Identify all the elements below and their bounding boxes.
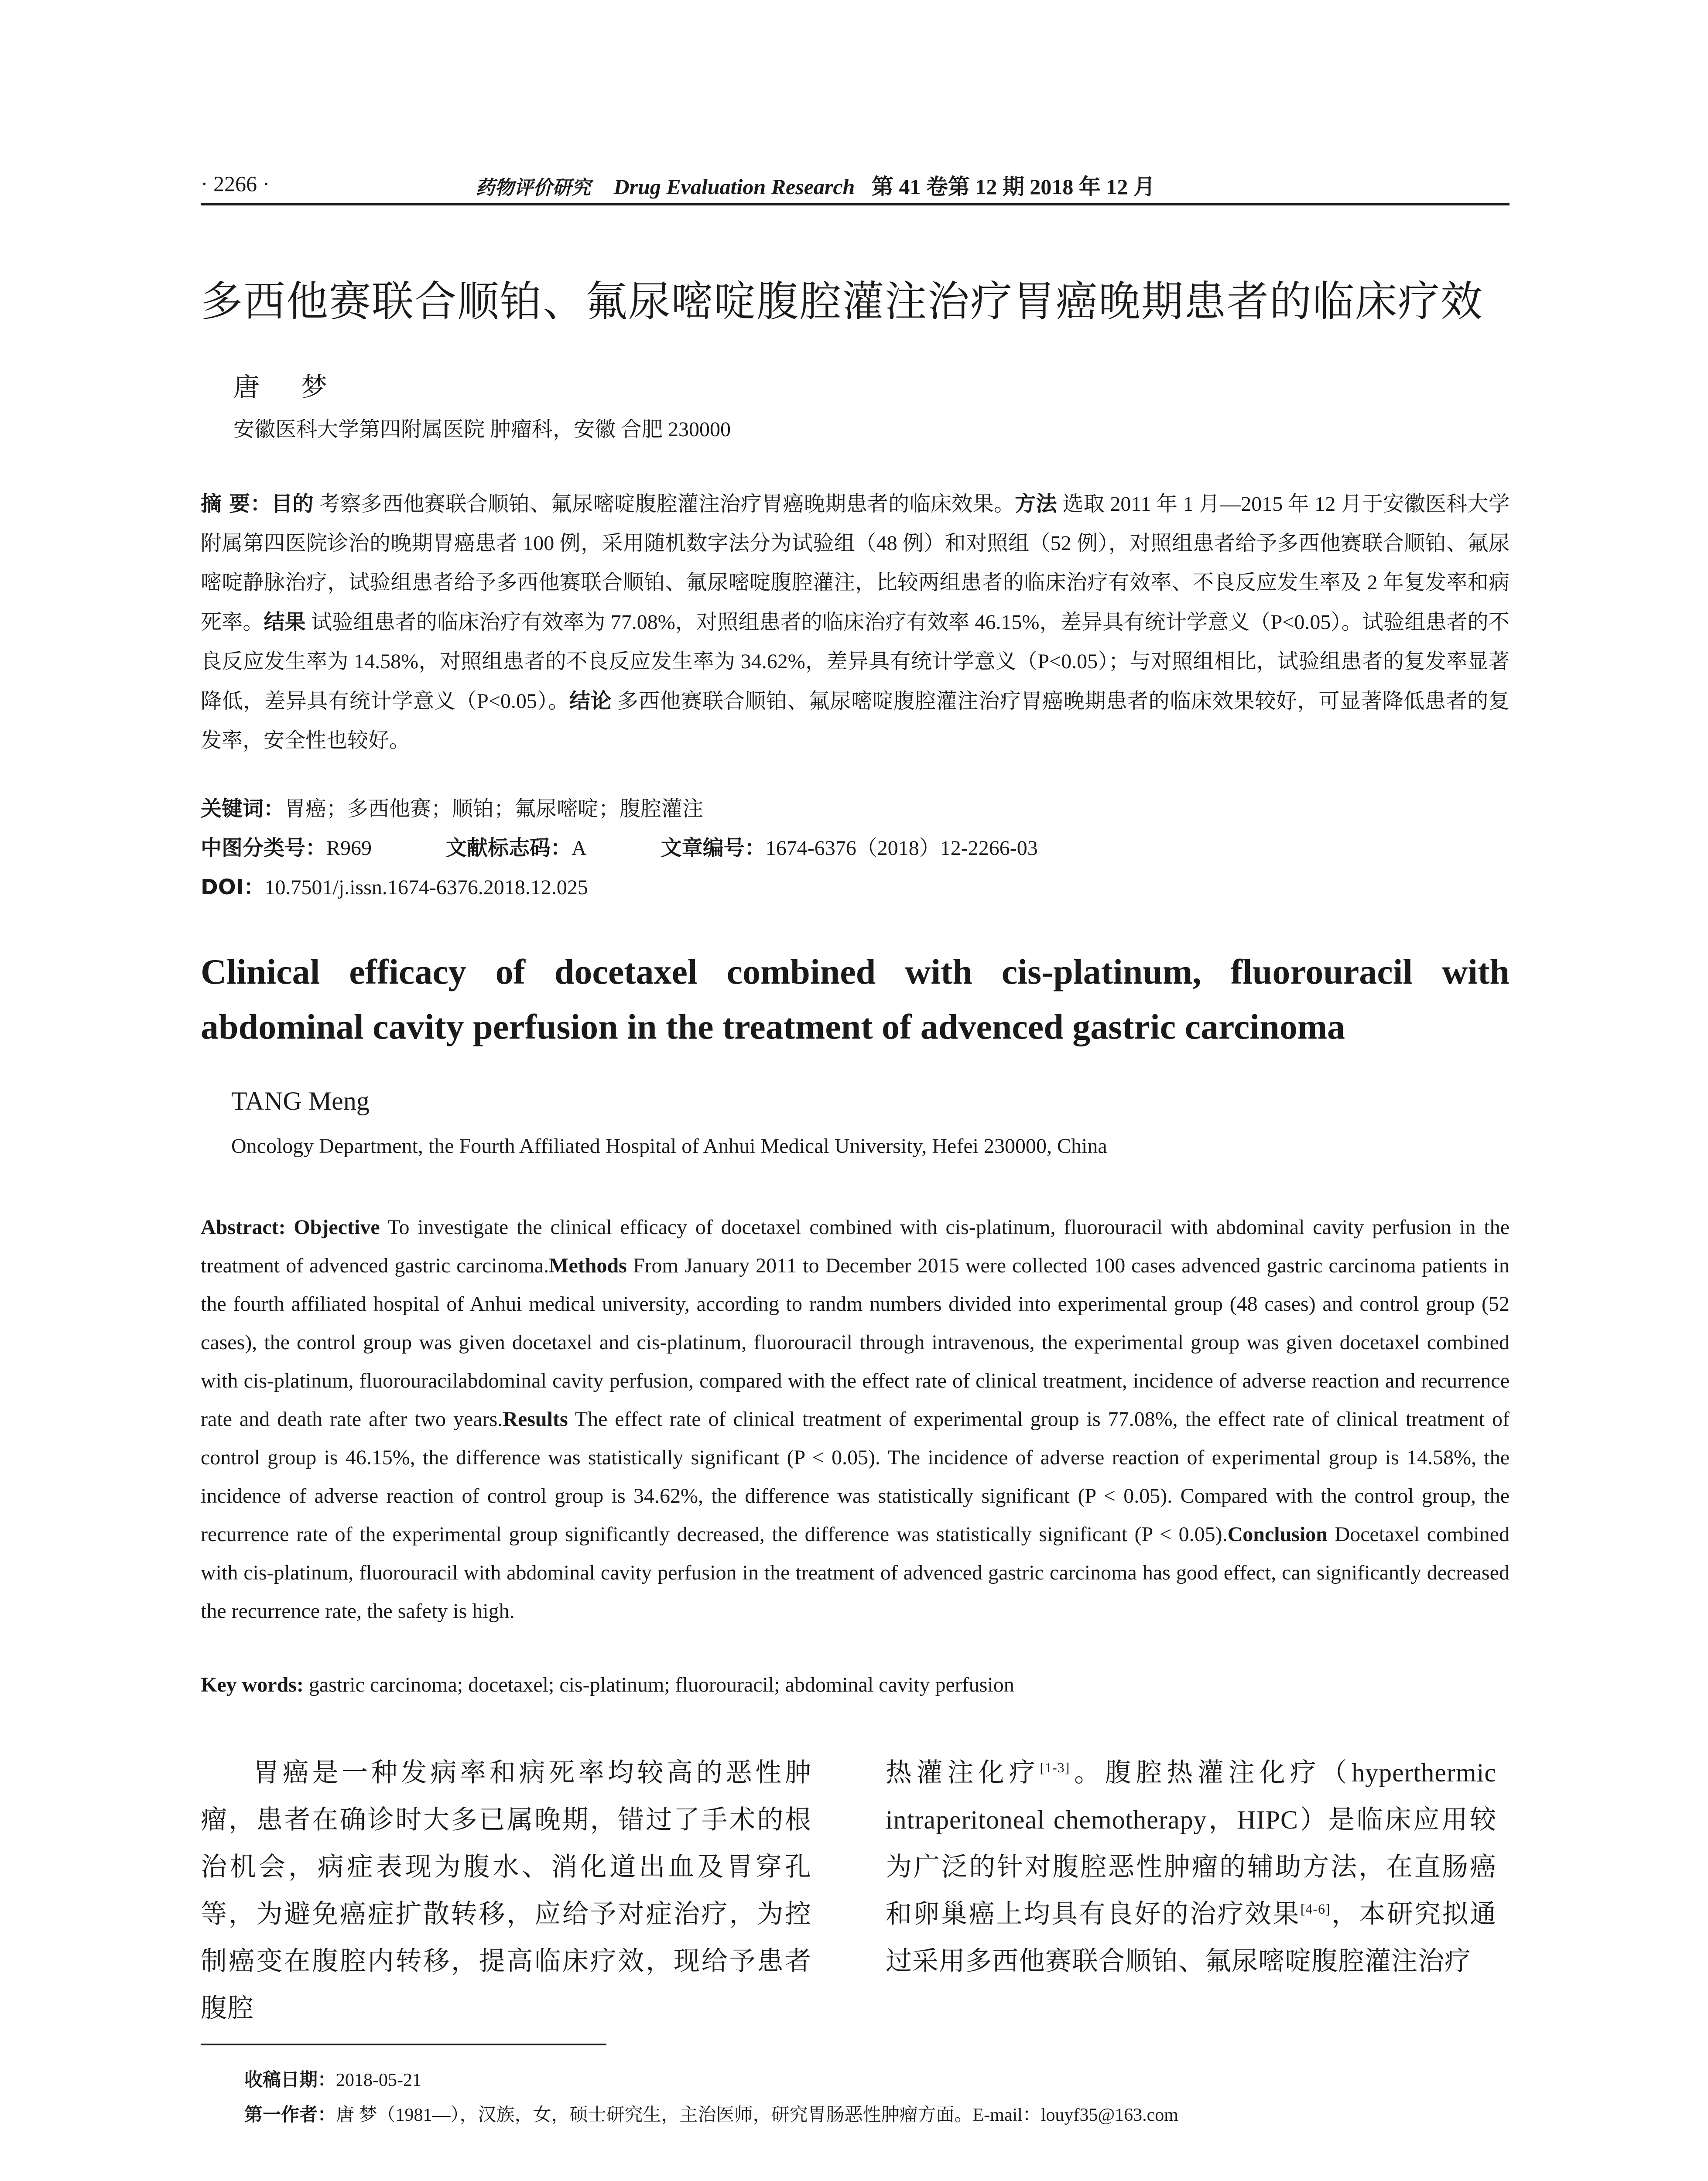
en-conclusion-label: Conclusion: [1227, 1523, 1328, 1546]
journal-name: Drug Evaluation Research: [613, 174, 855, 199]
clc-label: 中图分类号：: [201, 836, 327, 860]
body-right-text-3: ，本研究拟通过采用多西他赛联合顺铂、氟尿嘧啶腹腔灌注治疗: [886, 1900, 1497, 1976]
chinese-title: 多西他赛联合顺铂、氟尿嘧啶腹腔灌注治疗胃癌晚期患者的临床疗效: [201, 277, 1483, 326]
english-keywords: [201, 1673, 1014, 1697]
doc-code-label: 文献标志码：: [446, 836, 572, 860]
en-keywords-label: Key words:: [201, 1673, 304, 1696]
english-title: Clinical efficacy of docetaxel combined with cis-platinum, fluorouracil with abdominal cavity perfusion in the treatment of advenced gastric carcinoma: [201, 952, 1509, 1046]
article-no-value: 1674-6376（2018）12-2266-03: [765, 837, 1038, 860]
first-author-note: [244, 2100, 1178, 2126]
received-label: 收稿日期：: [244, 2069, 336, 2090]
chinese-keywords: [201, 792, 703, 822]
keywords-text: 胃癌；多西他赛；顺铂；氟尿嘧啶；腹腔灌注: [284, 797, 704, 820]
doi-label: DOI：: [201, 875, 265, 899]
clc-value: R969: [326, 837, 372, 860]
page-number: · 2266 ·: [201, 171, 270, 196]
keywords-label: 关键词：: [201, 797, 285, 821]
chinese-affiliation: 安徽医科大学第四附属医院 肿瘤科，安徽 合肥 230000: [233, 418, 731, 441]
doi-value: 10.7501/j.issn.1674-6376.2018.12.025: [264, 876, 588, 899]
header-rule: [201, 203, 1509, 205]
en-methods-label: Methods: [549, 1254, 627, 1277]
en-results-text: The effect rate of clinical treatment of experimental group is 77.08%, the effect rate of clinical treatment of control group is 46.15%, the difference was statistically significant (P < 0.05). The incidence of adverse reaction of experimental group is 14.58%, the incidence of adverse reaction of control group is 34.62%, the difference was statistically significant (P < 0.05). Compared with the control group, the recurrence rate of the experimental group significantly decreased, the difference was statistically significant (P < 0.05).: [201, 1408, 1509, 1546]
classification-line: [201, 831, 1038, 861]
en-abstract-label: Abstract:: [201, 1216, 286, 1239]
first-author-label: 第一作者：: [244, 2104, 336, 2125]
footnote-rule: [201, 2044, 606, 2045]
abstract-label: 摘 要：: [201, 492, 272, 516]
en-results-label: Results: [503, 1408, 568, 1431]
received-date: [244, 2065, 421, 2092]
methods-text: 选取 2011 年 1 月—2015 年 12 月于安徽医科大学附属第四医院诊治的晚期胃癌患者 100 例，采用随机数字法分为试验组（48 例）和对照组（52 例），对照组患者给予多西他赛联合顺铂、氟尿嘧啶静脉治疗，试验组患者给予多西他赛联合顺铂、氟尿嘧啶腹腔灌注，比较两组患者的临床治疗有效率、不良反应发生率及 2 年复发率和病死率。: [201, 492, 1509, 634]
body-right-column: [886, 1749, 1496, 1985]
citation-ref: [1-3]: [1040, 1760, 1070, 1775]
citation-ref: [4-6]: [1300, 1901, 1331, 1917]
conclusion-label: 结论: [569, 689, 612, 713]
chinese-abstract: [201, 484, 1509, 760]
journal-issue: 第 41 卷第 12 期 2018 年 12 月: [871, 174, 1155, 199]
journal-logo-text: 药物评价研究: [476, 177, 591, 198]
en-keywords-text: gastric carcinoma; docetaxel; cis-platinum; fluorouracil; abdominal cavity perfusion: [303, 1673, 1014, 1696]
first-author-value: 唐 梦（1981—），汉族，女，硕士研究生，主治医师，研究胃肠恶性肿瘤方面。E-mail：louyf35@163.com: [336, 2105, 1178, 2125]
en-objective-label: Objective: [294, 1216, 380, 1239]
doi-line: [201, 870, 588, 900]
conclusion-text: 多西他赛联合顺铂、氟尿嘧啶腹腔灌注治疗胃癌晚期患者的临床效果较好，可显著降低患者的复发率，安全性也较好。: [201, 690, 1509, 752]
english-author: TANG Meng: [231, 1087, 370, 1115]
received-value: 2018-05-21: [336, 2070, 421, 2090]
en-methods-text: From January 2011 to December 2015 were collected 100 cases advenced gastric carcinoma patients in the fourth affiliated hospital of Anhui medical university, according to randm numbers divided into experimental group (48 cases) and control group (52 cases), the control group was given docetaxel and cis-platinum, fluorouracil through intravenous, the experimental group was given docetaxel combined with cis-platinum, fluorouracilabdominal cavity perfusion, compared with the effect rate of clinical treatment, incidence of adverse reaction and recurrence rate and death rate after two years.: [201, 1254, 1510, 1431]
running-header: [476, 169, 1155, 201]
english-abstract: [201, 1208, 1509, 1631]
methods-label: 方法: [1015, 492, 1057, 516]
body-right-text-1: 热灌注化疗: [886, 1758, 1040, 1787]
article-no-label: 文章编号：: [661, 836, 766, 860]
doc-code-value: A: [572, 837, 587, 860]
objective-text: 考察多西他赛联合顺铂、氟尿嘧啶腹腔灌注治疗胃癌晚期患者的临床效果。: [313, 492, 1015, 516]
en-conclusion-text: Docetaxel combined with cis-platinum, fluorouracil with abdominal cavity perfusion in the treatment of advenced gastric carcinoma has good effect, can significantly decreased the recurrence rate, the safety is high.: [201, 1523, 1510, 1623]
chinese-author: 唐 梦: [233, 373, 345, 402]
body-left-column: 胃癌是一种发病率和病死率均较高的恶性肿瘤，患者在确诊时大多已属晚期，错过了手术的根治机会，病症表现为腹水、消化道出血及胃穿孔等，为避免癌症扩散转移，应给予对症治疗，为控制癌变在腹腔内转移，提高临床疗效，现给予患者腹腔: [201, 1758, 811, 2023]
body-right-text-2: 。腹腔热灌注化疗（hyperthermic intraperitoneal chemotherapy，HIPC）是临床应用较为广泛的针对腹腔恶性肿瘤的辅助方法，在直肠癌和卵巢癌上均具有良好的治疗效果: [886, 1758, 1496, 1928]
english-affiliation: Oncology Department, the Fourth Affiliated Hospital of Anhui Medical University, Hefei 230000, China: [231, 1135, 1107, 1158]
results-text: 试验组患者的临床治疗有效率为 77.08%，对照组患者的临床治疗有效率 46.15%，差异具有统计学意义（P<0.05）。试验组患者的不良反应发生率为 14.58%，对照组患者的不良反应发生率为 34.62%，差异具有统计学意义（P<0.05）；与对照组相比，试验组患者的复发率显著降低，差异具有统计学意义（P<0.05）。: [201, 611, 1509, 713]
en-objective-text: To investigate the clinical efficacy of docetaxel combined with cis-platinum, fluorouracil with abdominal cavity perfusion in the treatment of advenced gastric carcinoma.: [201, 1216, 1510, 1277]
objective-label: 目的: [271, 492, 314, 516]
results-label: 结果: [264, 610, 306, 634]
